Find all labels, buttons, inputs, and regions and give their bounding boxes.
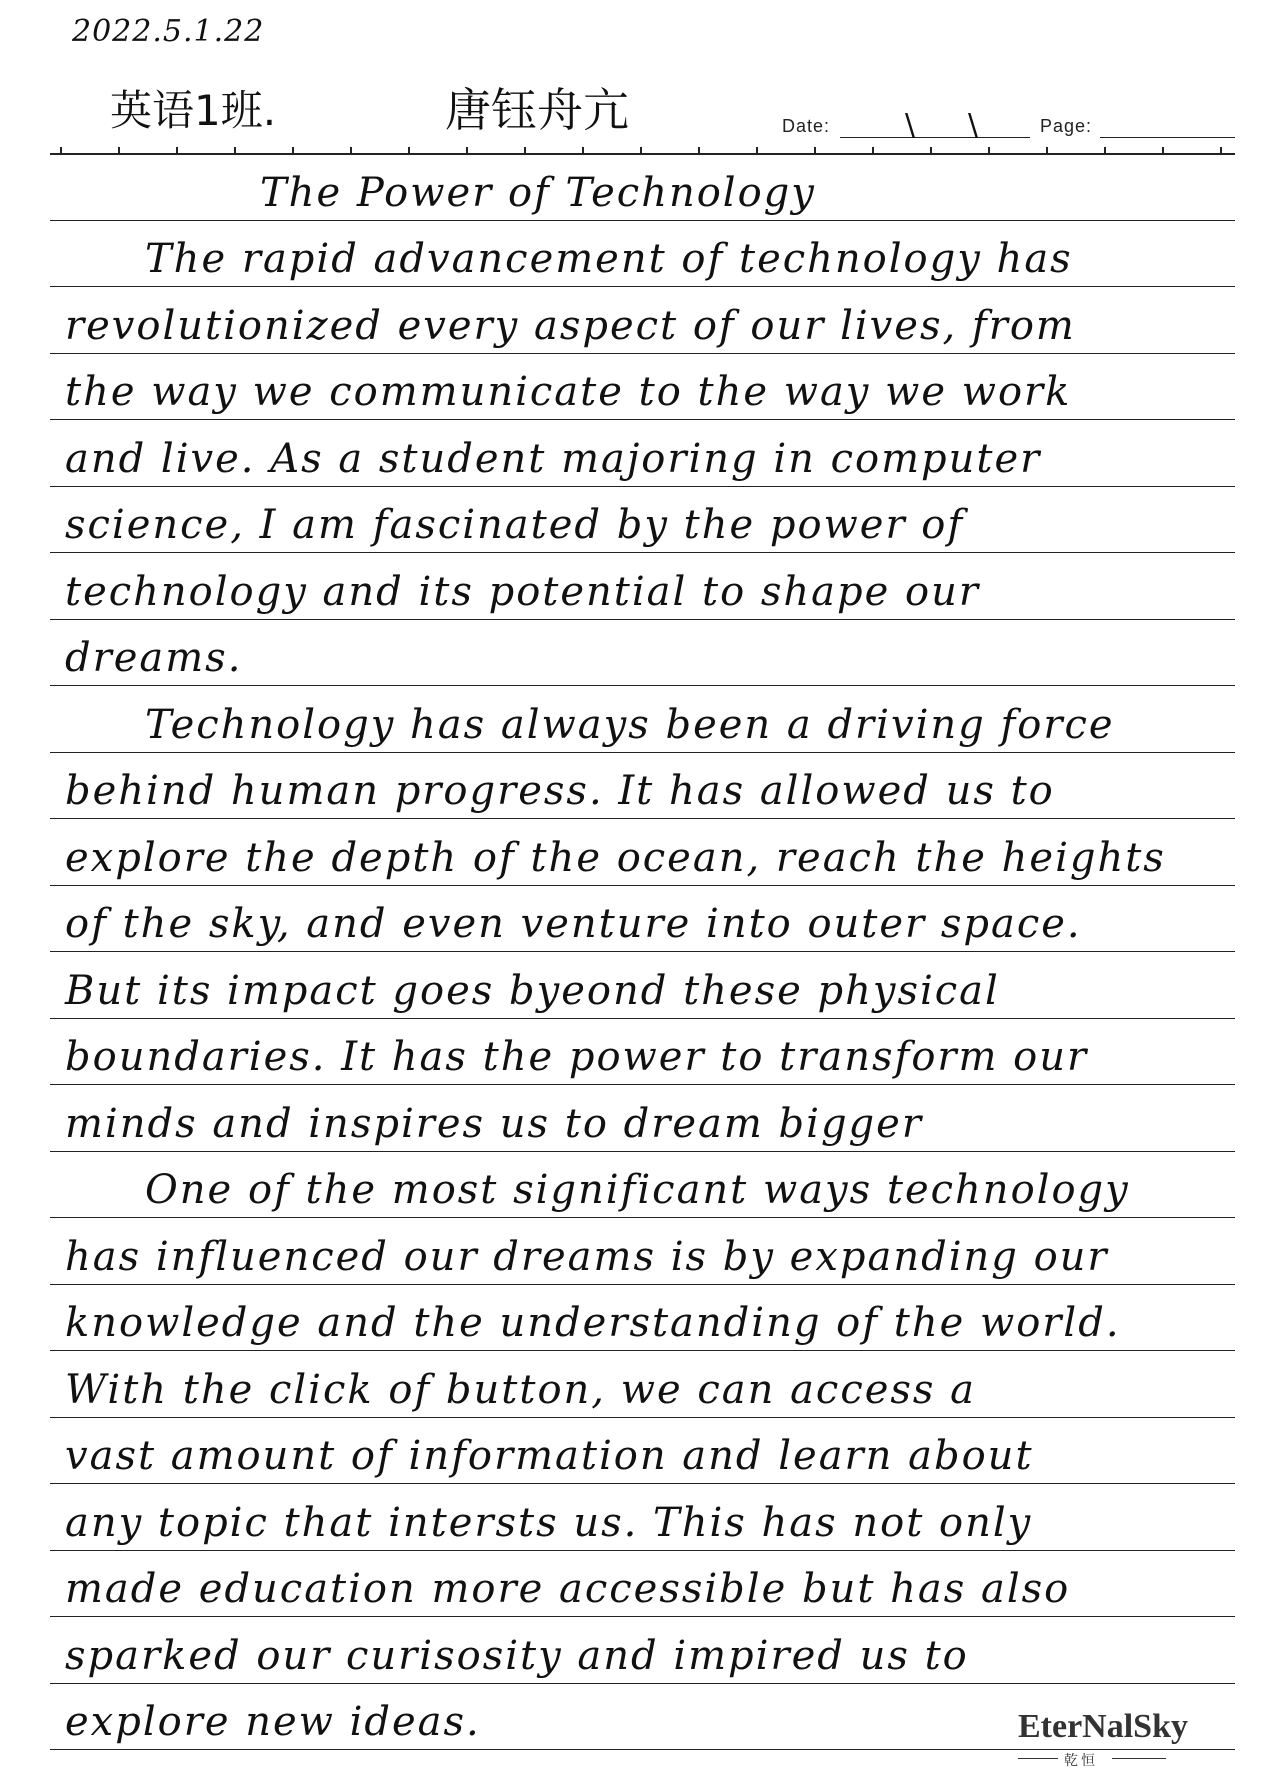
essay-line: The rapid advancement of technology has (145, 236, 1073, 282)
essay-line: any topic that intersts us. This has not only (65, 1499, 1033, 1546)
essay-line: explore new ideas. (65, 1699, 481, 1745)
ruled-line (50, 1417, 1235, 1484)
ruled-line (50, 553, 1235, 620)
essay-line: science, I am fascinated by the power of (65, 502, 965, 548)
essay-line: the way we communicate to the way we work (65, 369, 1072, 415)
ruled-line (50, 1018, 1235, 1085)
essay-line: made education more accessible but has also (65, 1566, 1071, 1612)
ruled-line (50, 1218, 1235, 1285)
ruled-line (50, 686, 1235, 753)
essay-line: One of the most significant ways technology (145, 1167, 1130, 1213)
ruled-line (50, 353, 1235, 420)
date-slash-mark: \ (968, 108, 979, 143)
brand-rule (1112, 1758, 1166, 1759)
essay-line: Technology has always been a driving force (145, 701, 1115, 748)
handwritten-date: 2022.5.1.22 (72, 14, 265, 49)
ruled-line (50, 1085, 1235, 1152)
ruled-line (50, 1550, 1235, 1617)
ruled-line (50, 952, 1235, 1019)
brand-logo: EterNalSky (1018, 1708, 1188, 1745)
ruled-line (50, 220, 1235, 287)
date-field-blank (840, 137, 1030, 138)
essay-line: knowledge and the understanding of the world. (65, 1300, 1121, 1346)
class-label: 英语1班. (110, 86, 277, 135)
essay-line: But its impact goes byeond these physical (65, 967, 1000, 1014)
ruled-line (50, 619, 1235, 686)
essay-line: revolutionized every aspect of our lives, from (65, 302, 1076, 349)
essay-line: and live. As a student majoring in computer (65, 435, 1042, 482)
essay-line: With the click of button, we can access a (65, 1366, 977, 1413)
essay-line: sparked our curisosity and impired us to (65, 1632, 969, 1679)
ruled-line-title (50, 154, 1235, 221)
page-field-label: Page: (1040, 116, 1093, 136)
ruled-line (50, 1351, 1235, 1418)
brand-subtitle: 乾恒 (1064, 1753, 1098, 1769)
essay-line: technology and its potential to shape our (65, 568, 980, 615)
date-slash-mark: \ (905, 108, 916, 143)
essay-line: explore the depth of the ocean, reach the heights (65, 834, 1166, 881)
ruled-line (50, 420, 1235, 487)
ruled-line (50, 287, 1235, 354)
ruled-line (50, 486, 1235, 553)
essay-line: has influenced our dreams is by expanding our (65, 1233, 1109, 1280)
page-field-blank (1100, 137, 1235, 138)
ruled-line (50, 819, 1235, 886)
ruled-line (50, 1484, 1235, 1551)
date-field-label: Date: (782, 116, 831, 136)
student-name: 唐钰舟亢 (445, 83, 629, 137)
essay-line: of the sky, and even venture into outer space. (65, 901, 1082, 947)
ruled-line (50, 885, 1235, 952)
essay-line: minds and inspires us to dream bigger (65, 1100, 923, 1147)
brand-rule (1018, 1758, 1058, 1759)
ruled-line (50, 1284, 1235, 1351)
essay-line: boundaries. It has the power to transform our (65, 1034, 1089, 1080)
essay-title: The Power of Technology (260, 170, 816, 216)
ruled-line (50, 752, 1235, 819)
ruled-line (50, 1151, 1235, 1218)
ruled-line (50, 1617, 1235, 1684)
essay-line: behind human progress. It has allowed us to (65, 768, 1055, 814)
essay-line: dreams. (65, 635, 243, 681)
essay-line: vast amount of information and learn about (65, 1433, 1034, 1479)
